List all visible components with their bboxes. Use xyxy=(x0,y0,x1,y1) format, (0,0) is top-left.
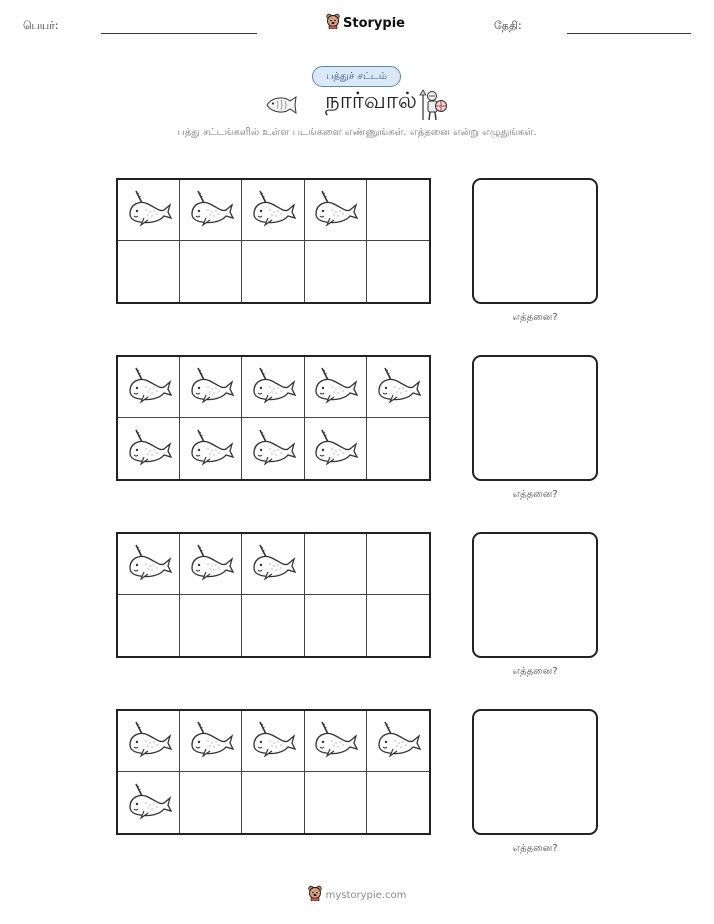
topic-badge: பத்துச் சட்டம் xyxy=(312,66,401,87)
how-many-label-3: எத்தனை? xyxy=(512,666,558,677)
fish-icon xyxy=(264,95,298,119)
ten-frame-cell xyxy=(118,534,180,595)
storypie-bear-logo-icon xyxy=(326,13,340,33)
narwhal-icon xyxy=(250,719,296,763)
narwhal-icon xyxy=(126,365,172,409)
narwhal-icon xyxy=(188,365,234,409)
ten-frame-cell xyxy=(118,241,180,302)
ten-frame-cell xyxy=(242,772,304,833)
storypie-bear-footer-icon xyxy=(308,885,322,905)
date-write-line xyxy=(567,33,691,34)
ten-frame-cell xyxy=(118,357,180,418)
narwhal-icon xyxy=(188,719,234,763)
narwhal-icon xyxy=(250,188,296,232)
ten-frame-cell xyxy=(305,534,367,595)
brand-logo xyxy=(326,13,405,33)
ten-frame-cell xyxy=(305,711,367,772)
ten-frame-cell xyxy=(367,595,429,656)
answer-box-4[interactable] xyxy=(472,709,598,835)
ten-frame-4 xyxy=(116,709,431,835)
ten-frame-cell xyxy=(180,595,242,656)
ten-frame-cell xyxy=(118,711,180,772)
ten-frame-cell xyxy=(367,357,429,418)
narwhal-icon xyxy=(126,542,172,586)
instruction-text: பத்து சட்டங்களில் உள்ள படங்களை எண்ணுங்கள். எத்தனை என்று எழுதுங்கள். xyxy=(177,127,537,138)
footer xyxy=(0,885,714,905)
answer-box-1[interactable] xyxy=(472,178,598,304)
name-label: பெயர்: xyxy=(23,19,59,32)
ten-frame-cell xyxy=(305,180,367,241)
narwhal-icon xyxy=(250,542,296,586)
how-many-label-1: எத்தனை? xyxy=(512,312,558,323)
brand-name: Storypie xyxy=(343,15,405,31)
ten-frame-cell xyxy=(242,241,304,302)
ten-frame-cell xyxy=(367,418,429,479)
ten-frame-cell xyxy=(242,180,304,241)
ten-frame-cell xyxy=(305,357,367,418)
narwhal-icon xyxy=(126,427,172,471)
ten-frame-cell xyxy=(180,357,242,418)
ten-frame-cell xyxy=(242,595,304,656)
narwhal-icon xyxy=(126,719,172,763)
ten-frame-cell xyxy=(242,711,304,772)
ten-frame-cell xyxy=(180,711,242,772)
ten-frame-cell xyxy=(118,772,180,833)
ten-frame-2 xyxy=(116,355,431,481)
ten-frame-cell xyxy=(305,418,367,479)
narwhal-icon xyxy=(188,427,234,471)
ten-frame-cell xyxy=(367,534,429,595)
ten-frame-cell xyxy=(180,180,242,241)
ten-frame-cell xyxy=(367,772,429,833)
narwhal-icon xyxy=(250,365,296,409)
name-write-line xyxy=(101,33,257,34)
ten-frame-cell xyxy=(367,241,429,302)
ten-frame-1 xyxy=(116,178,431,304)
narwhal-icon xyxy=(188,188,234,232)
ten-frame-cell xyxy=(305,241,367,302)
ten-frame-cell xyxy=(118,418,180,479)
narwhal-icon xyxy=(312,188,358,232)
answer-box-3[interactable] xyxy=(472,532,598,658)
narwhal-icon xyxy=(188,542,234,586)
ten-frame-cell xyxy=(305,595,367,656)
ten-frame-cell xyxy=(367,711,429,772)
narwhal-icon xyxy=(126,781,172,825)
ten-frame-cell xyxy=(180,241,242,302)
narwhal-icon xyxy=(126,188,172,232)
ten-frame-cell xyxy=(118,180,180,241)
narwhal-icon xyxy=(312,365,358,409)
footer-url: mystorypie.com xyxy=(325,889,407,901)
ten-frame-cell xyxy=(242,357,304,418)
ten-frame-cell xyxy=(242,418,304,479)
page-title: நார்வால் xyxy=(325,88,417,114)
how-many-label-2: எத்தனை? xyxy=(512,489,558,500)
knight-icon xyxy=(419,88,447,126)
narwhal-icon xyxy=(312,427,358,471)
ten-frame-cell xyxy=(305,772,367,833)
answer-box-2[interactable] xyxy=(472,355,598,481)
date-label: தேதி: xyxy=(494,19,522,32)
ten-frame-cell xyxy=(180,418,242,479)
ten-frame-3 xyxy=(116,532,431,658)
narwhal-icon xyxy=(312,719,358,763)
narwhal-icon xyxy=(375,365,421,409)
how-many-label-4: எத்தனை? xyxy=(512,843,558,854)
ten-frame-cell xyxy=(367,180,429,241)
ten-frame-cell xyxy=(242,534,304,595)
ten-frame-cell xyxy=(180,772,242,833)
narwhal-icon xyxy=(375,719,421,763)
ten-frame-cell xyxy=(118,595,180,656)
ten-frame-cell xyxy=(180,534,242,595)
narwhal-icon xyxy=(250,427,296,471)
